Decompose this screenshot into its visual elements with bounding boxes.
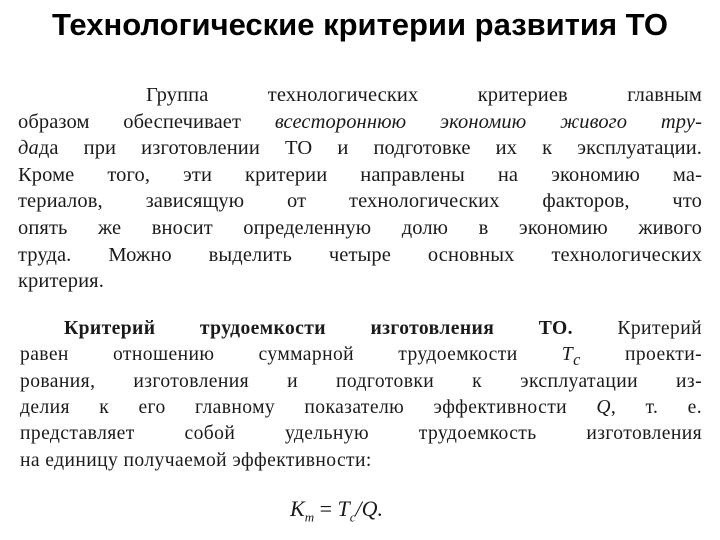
formula-lhs-sub: т: [304, 509, 315, 525]
text-fragment: образом обеспечивает: [18, 110, 275, 133]
symbol-q: Q: [596, 396, 611, 418]
text-line: Кроме того, эти критерии направлены на экономию ма-: [18, 163, 702, 186]
text-fragment: равен отношению суммарной трудоемкости: [20, 344, 562, 366]
scanned-text: [18, 82, 702, 474]
text-fragment: Критерий: [572, 317, 702, 339]
slide-title: Технологические критерии развития ТО: [52, 7, 668, 42]
italic-fragment: всестороннюю экономию живого тру-: [274, 110, 702, 133]
text-line: [18, 109, 702, 136]
italic-fragment: да: [18, 137, 39, 160]
text-fragment: делия к его главному показателю эффективности: [20, 396, 597, 418]
formula-rhs-tail: /Q.: [355, 496, 384, 521]
paragraph-2: [18, 316, 702, 474]
text-line: Группа технологических критериев главным: [146, 84, 702, 106]
formula-equals: =: [314, 496, 338, 521]
text-line: [18, 135, 702, 162]
formula-lhs: K: [290, 496, 305, 521]
text-fragment: да при изготовлении ТО и подготовке их к эксплуатации.: [38, 137, 702, 160]
symbol-tc: T: [561, 344, 574, 366]
formula-rhs: T: [337, 496, 350, 521]
criterion-heading: Критерий трудоемкости изготовления ТО.: [64, 317, 573, 339]
text-line: труда. Можно выделить четыре основных технологических: [18, 243, 702, 266]
text-line: [18, 395, 702, 421]
text-line: представляет собой удельную трудоемкость изготовления: [20, 423, 702, 445]
text-fragment: проекти-: [580, 344, 702, 366]
text-fragment: , т. е.: [610, 396, 702, 418]
paragraph-1: [18, 82, 702, 295]
text-line: [18, 316, 702, 342]
text-line: на единицу получаемой эффективности:: [20, 449, 372, 471]
text-line: [18, 342, 702, 368]
text-line: рования, изготовления и подготовки к эксплуатации из-: [20, 370, 702, 392]
formula-rhs-sub: c: [349, 509, 356, 525]
formula: [290, 496, 383, 525]
text-line: териалов, зависящую от технологических факторов, что: [18, 190, 702, 213]
text-line: опять же вносит определенную долю в экономию живого: [18, 216, 702, 239]
symbol-tc-sub: c: [573, 350, 581, 369]
text-line: критерия.: [18, 270, 104, 293]
